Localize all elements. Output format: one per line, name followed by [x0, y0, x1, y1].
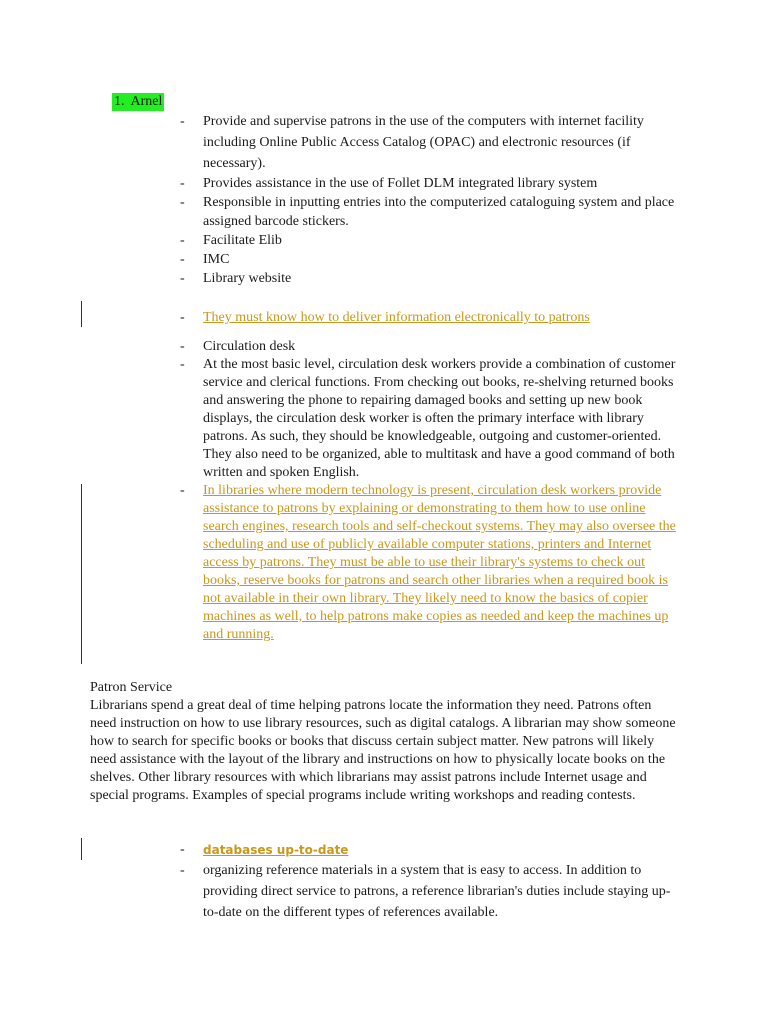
list-item	[180, 269, 680, 288]
change-bar	[81, 484, 82, 664]
databases-link[interactable]: databases up-to-date	[203, 843, 349, 857]
list-item	[180, 860, 680, 923]
list-item	[180, 250, 680, 269]
heading-highlight	[112, 93, 164, 111]
list-item-text: Responsible in inputting entries into the computerized cataloguing system and place assigned barcode stickers.	[203, 195, 675, 229]
change-bar	[81, 301, 82, 327]
technology-link[interactable]: In libraries where modern technology is present, circulation desk workers provide assistance to patrons by explaining or demonstrating to them how to use online search engines, research tools and self-checkout systems. They may also oversee the scheduling and use of publicly available computer stations, printers and Internet access by patrons. They must be able to use their library's systems to check out books, reserve books for patrons and search other libraries when a required book is not available in their own library. They likely need to know the basics of copier machines as well, to help patrons make copies as needed and keep the machines up and running.	[203, 483, 676, 642]
heading-name: Arnel	[130, 94, 163, 109]
duties-list	[180, 111, 680, 288]
change-bar	[81, 838, 82, 860]
list-item	[180, 841, 680, 860]
electronic-list	[180, 309, 680, 327]
list-item	[180, 482, 680, 644]
list-item-text: organizing reference materials in a system that is easy to access. In addition to providing direct service to patrons, a reference librarian's duties include staying up-to-date on the different types of references available.	[203, 863, 671, 920]
list-item	[180, 338, 680, 356]
list-item-text: Provides assistance in the use of Follet DLM integrated library system	[203, 176, 598, 191]
list-item	[180, 111, 680, 174]
list-item-text: Library website	[203, 271, 292, 286]
section-title: Patron Service	[90, 680, 173, 695]
list-item-text: IMC	[203, 252, 230, 267]
electronic-info-link[interactable]: They must know how to deliver information electronically to patrons	[203, 310, 590, 325]
list-item-text: Circulation desk	[203, 339, 296, 354]
list-item	[180, 231, 680, 250]
list-item-text: At the most basic level, circulation desk workers provide a combination of customer service and clerical functions. From checking out books, re-shelving returned books and answering the phone to repairing damaged books and setting up new book displays, the circulation desk worker is often the primary interface with library patrons. As such, they should be knowledgeable, outgoing and customer-oriented. They also need to be organized, able to multitask and have a good command of both written and spoken English.	[203, 357, 676, 480]
list-item	[180, 309, 680, 327]
heading-number: 1.	[114, 94, 125, 109]
list-item-text: Provide and supervise patrons in the use of the computers with internet facility including Online Public Access Catalog (OPAC) and electronic resources (if necessary).	[203, 114, 644, 171]
list-item	[180, 174, 680, 193]
patron-service-paragraph: Librarians spend a great deal of time helping patrons locate the information they need. Patrons often need instruction on how to use library resources, such as digital catalogs. A librarian may show someone how to search for specific books or books that discuss certain subject matter. New patrons will likely need assistance with the layout of the library and instructions on how to physically locate books on the shelves. Other library resources with which librarians may assist patrons include Internet usage and special programs. Examples of special programs include writing workshops and reading contests.	[90, 698, 676, 803]
list-item	[180, 193, 680, 231]
reference-list	[180, 841, 680, 923]
list-item-text: Facilitate Elib	[203, 233, 282, 248]
circulation-list	[180, 338, 680, 644]
list-item	[180, 356, 680, 482]
